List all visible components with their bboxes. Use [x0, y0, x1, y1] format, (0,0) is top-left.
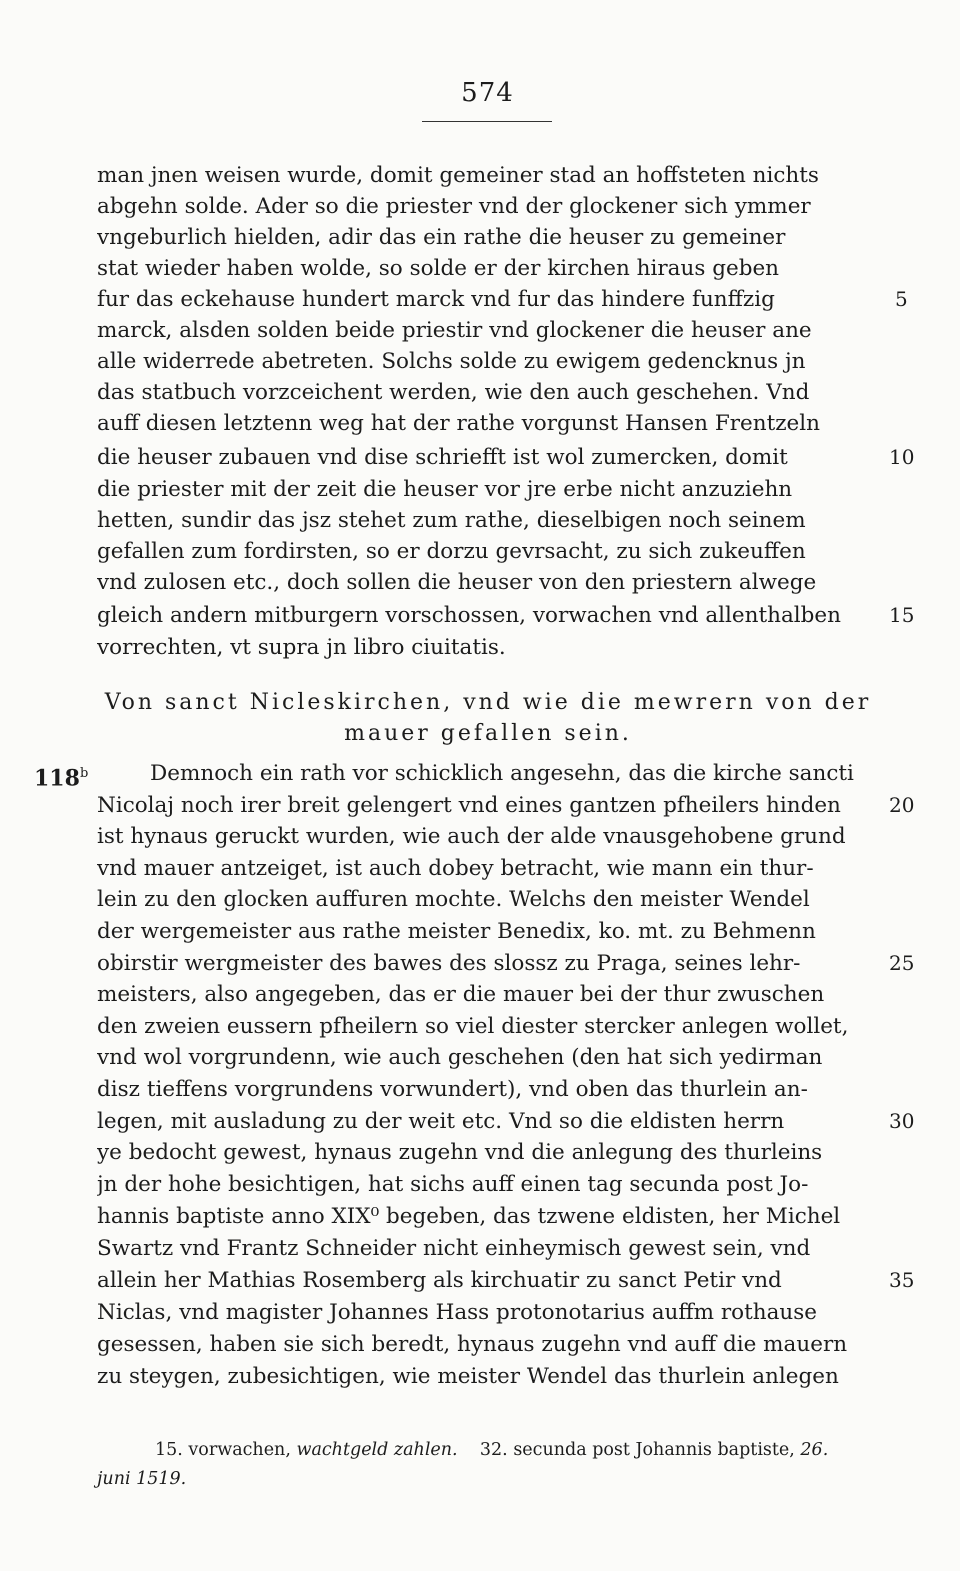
text-line: ye bedocht gewest, hynaus zugehn vnd die anlegung des thurleins: [97, 1140, 823, 1165]
footnote-line: [97, 1465, 879, 1494]
text-line: legen, mit ausladung zu der weit etc. Vnd so die eldisten herrn: [97, 1109, 785, 1134]
text-line: Nicolaj noch irer breit gelengert vnd eines gantzen pfheilers hinden: [97, 793, 841, 818]
footnote-lemma: vorwachen,: [188, 1440, 291, 1460]
line-number: 15: [889, 603, 915, 627]
line-number: 10: [889, 445, 915, 469]
text-line: vnd mauer antzeiget, ist auch dobey betracht, wie mann ein thur-: [97, 856, 814, 881]
heading-line: mauer gefallen sein.: [344, 721, 632, 746]
text-line: zu steygen, zubesichtigen, wie meister Wendel das thurlein anlegen: [97, 1364, 839, 1389]
text-line: stat wieder haben wolde, so solde er der kirchen hiraus geben: [97, 256, 780, 281]
text-line: gleich andern mitburgern vorschossen, vorwachen vnd allenthalben: [97, 603, 841, 628]
text-line: allein her Mathias Rosemberg als kirchuatir zu sanct Petir vnd: [97, 1268, 782, 1293]
text-line: lein zu den glocken auffuren mochte. Welchs den meister Wendel: [97, 887, 810, 912]
line-number: 20: [889, 793, 915, 817]
text-line: auff diesen letztenn weg hat der rathe vorgunst Hansen Frentzeln: [97, 411, 821, 436]
text-line: gefallen zum fordirsten, so er dorzu gevrsacht, zu sich zukeuffen: [97, 539, 806, 564]
footnote-ref: 15.: [155, 1440, 183, 1460]
text-line: hetten, sundir das jsz stehet zum rathe, dieselbigen noch seinem: [97, 508, 806, 533]
text-line: ist hynaus geruckt wurden, wie auch der alde vnausgehobene grund: [97, 824, 846, 849]
text-line: gesessen, haben sie sich beredt, hynaus zugehn vnd auff die mauern: [97, 1332, 848, 1357]
folio-number: 118: [34, 765, 80, 792]
footnote-gloss: wachtgeld zahlen.: [296, 1440, 458, 1460]
folio-side: b: [79, 766, 89, 781]
text-line: alle widerrede abetreten. Solchs solde zu ewigem gedencknus jn: [97, 349, 806, 374]
page-number: 574: [461, 78, 514, 108]
line-number: 35: [889, 1268, 915, 1292]
text-line: vnd zulosen etc., doch sollen die heuser von den priestern alwege: [97, 570, 817, 595]
text-line: vnd wol vorgrundenn, wie auch geschehen (den hat sich yedirman: [97, 1045, 823, 1070]
folio-marker: [34, 758, 88, 794]
text-line: man jnen weisen wurde, domit gemeiner stad an hoffsteten nichts: [97, 163, 819, 188]
text-line: fur das eckehause hundert marck vnd fur das hindere funffzig: [97, 287, 775, 312]
footnote-line: [155, 1436, 879, 1465]
page-number-rule: [422, 121, 552, 122]
text-line: vngeburlich hielden, adir das ein rathe die heuser zu gemeiner: [97, 225, 786, 250]
line-number: 25: [889, 951, 915, 975]
line-number: 5: [895, 287, 908, 311]
text-line: jn der hohe besichtigen, hat sichs auff einen tag secunda post Jo-: [97, 1172, 809, 1197]
footnote-lemma: secunda post Johannis baptiste,: [513, 1440, 795, 1460]
heading-line: Von sanct Nicleskirchen, vnd wie die mewrern von der: [104, 690, 872, 715]
text-line: disz tieffens vorgrundens vorwundert), vnd oben das thurlein an-: [97, 1077, 808, 1102]
text-line: Demnoch ein rath vor schicklich angesehn, das die kirche sancti: [150, 761, 854, 786]
text-line: meisters, also angegeben, das er die mauer bei der thur zwuschen: [97, 982, 825, 1007]
text-line: Niclas, vnd magister Johannes Hass protonotarius auffm rothause: [97, 1300, 818, 1325]
text-line: der wergemeister aus rathe meister Benedix, ko. mt. zu Behmenn: [97, 919, 816, 944]
text-line: die priester mit der zeit die heuser vor jre erbe nicht anzuziehn: [97, 477, 793, 502]
text-line: vorrechten, vt supra jn libro ciuitatis.: [97, 635, 506, 660]
text-line: hannis baptiste anno XIX⁰ begeben, das tzwene eldisten, her Michel: [97, 1204, 841, 1229]
footnote-date: 26.: [800, 1440, 829, 1460]
footnote-ref: 32.: [479, 1440, 508, 1460]
text-line: obirstir wergmeister des bawes des slossz zu Praga, seines lehr-: [97, 951, 801, 976]
line-number: 30: [889, 1109, 915, 1133]
footnote-date: juni 1519.: [97, 1469, 187, 1489]
text-line: abgehn solde. Ader so die priester vnd der glockener sich ymmer: [97, 194, 811, 219]
text-line: Swartz vnd Frantz Schneider nicht einheymisch gewest sein, vnd: [97, 1236, 811, 1261]
text-line: den zweien eussern pfheilern so viel diester stercker anlegen wollet,: [97, 1014, 849, 1039]
text-line: das statbuch vorzceichent werden, wie den auch geschehen. Vnd: [97, 380, 810, 405]
text-line: die heuser zubauen vnd dise schriefft ist wol zumercken, domit: [97, 445, 788, 470]
text-line: marck, alsden solden beide priestir vnd glockener die heuser ane: [97, 318, 812, 343]
